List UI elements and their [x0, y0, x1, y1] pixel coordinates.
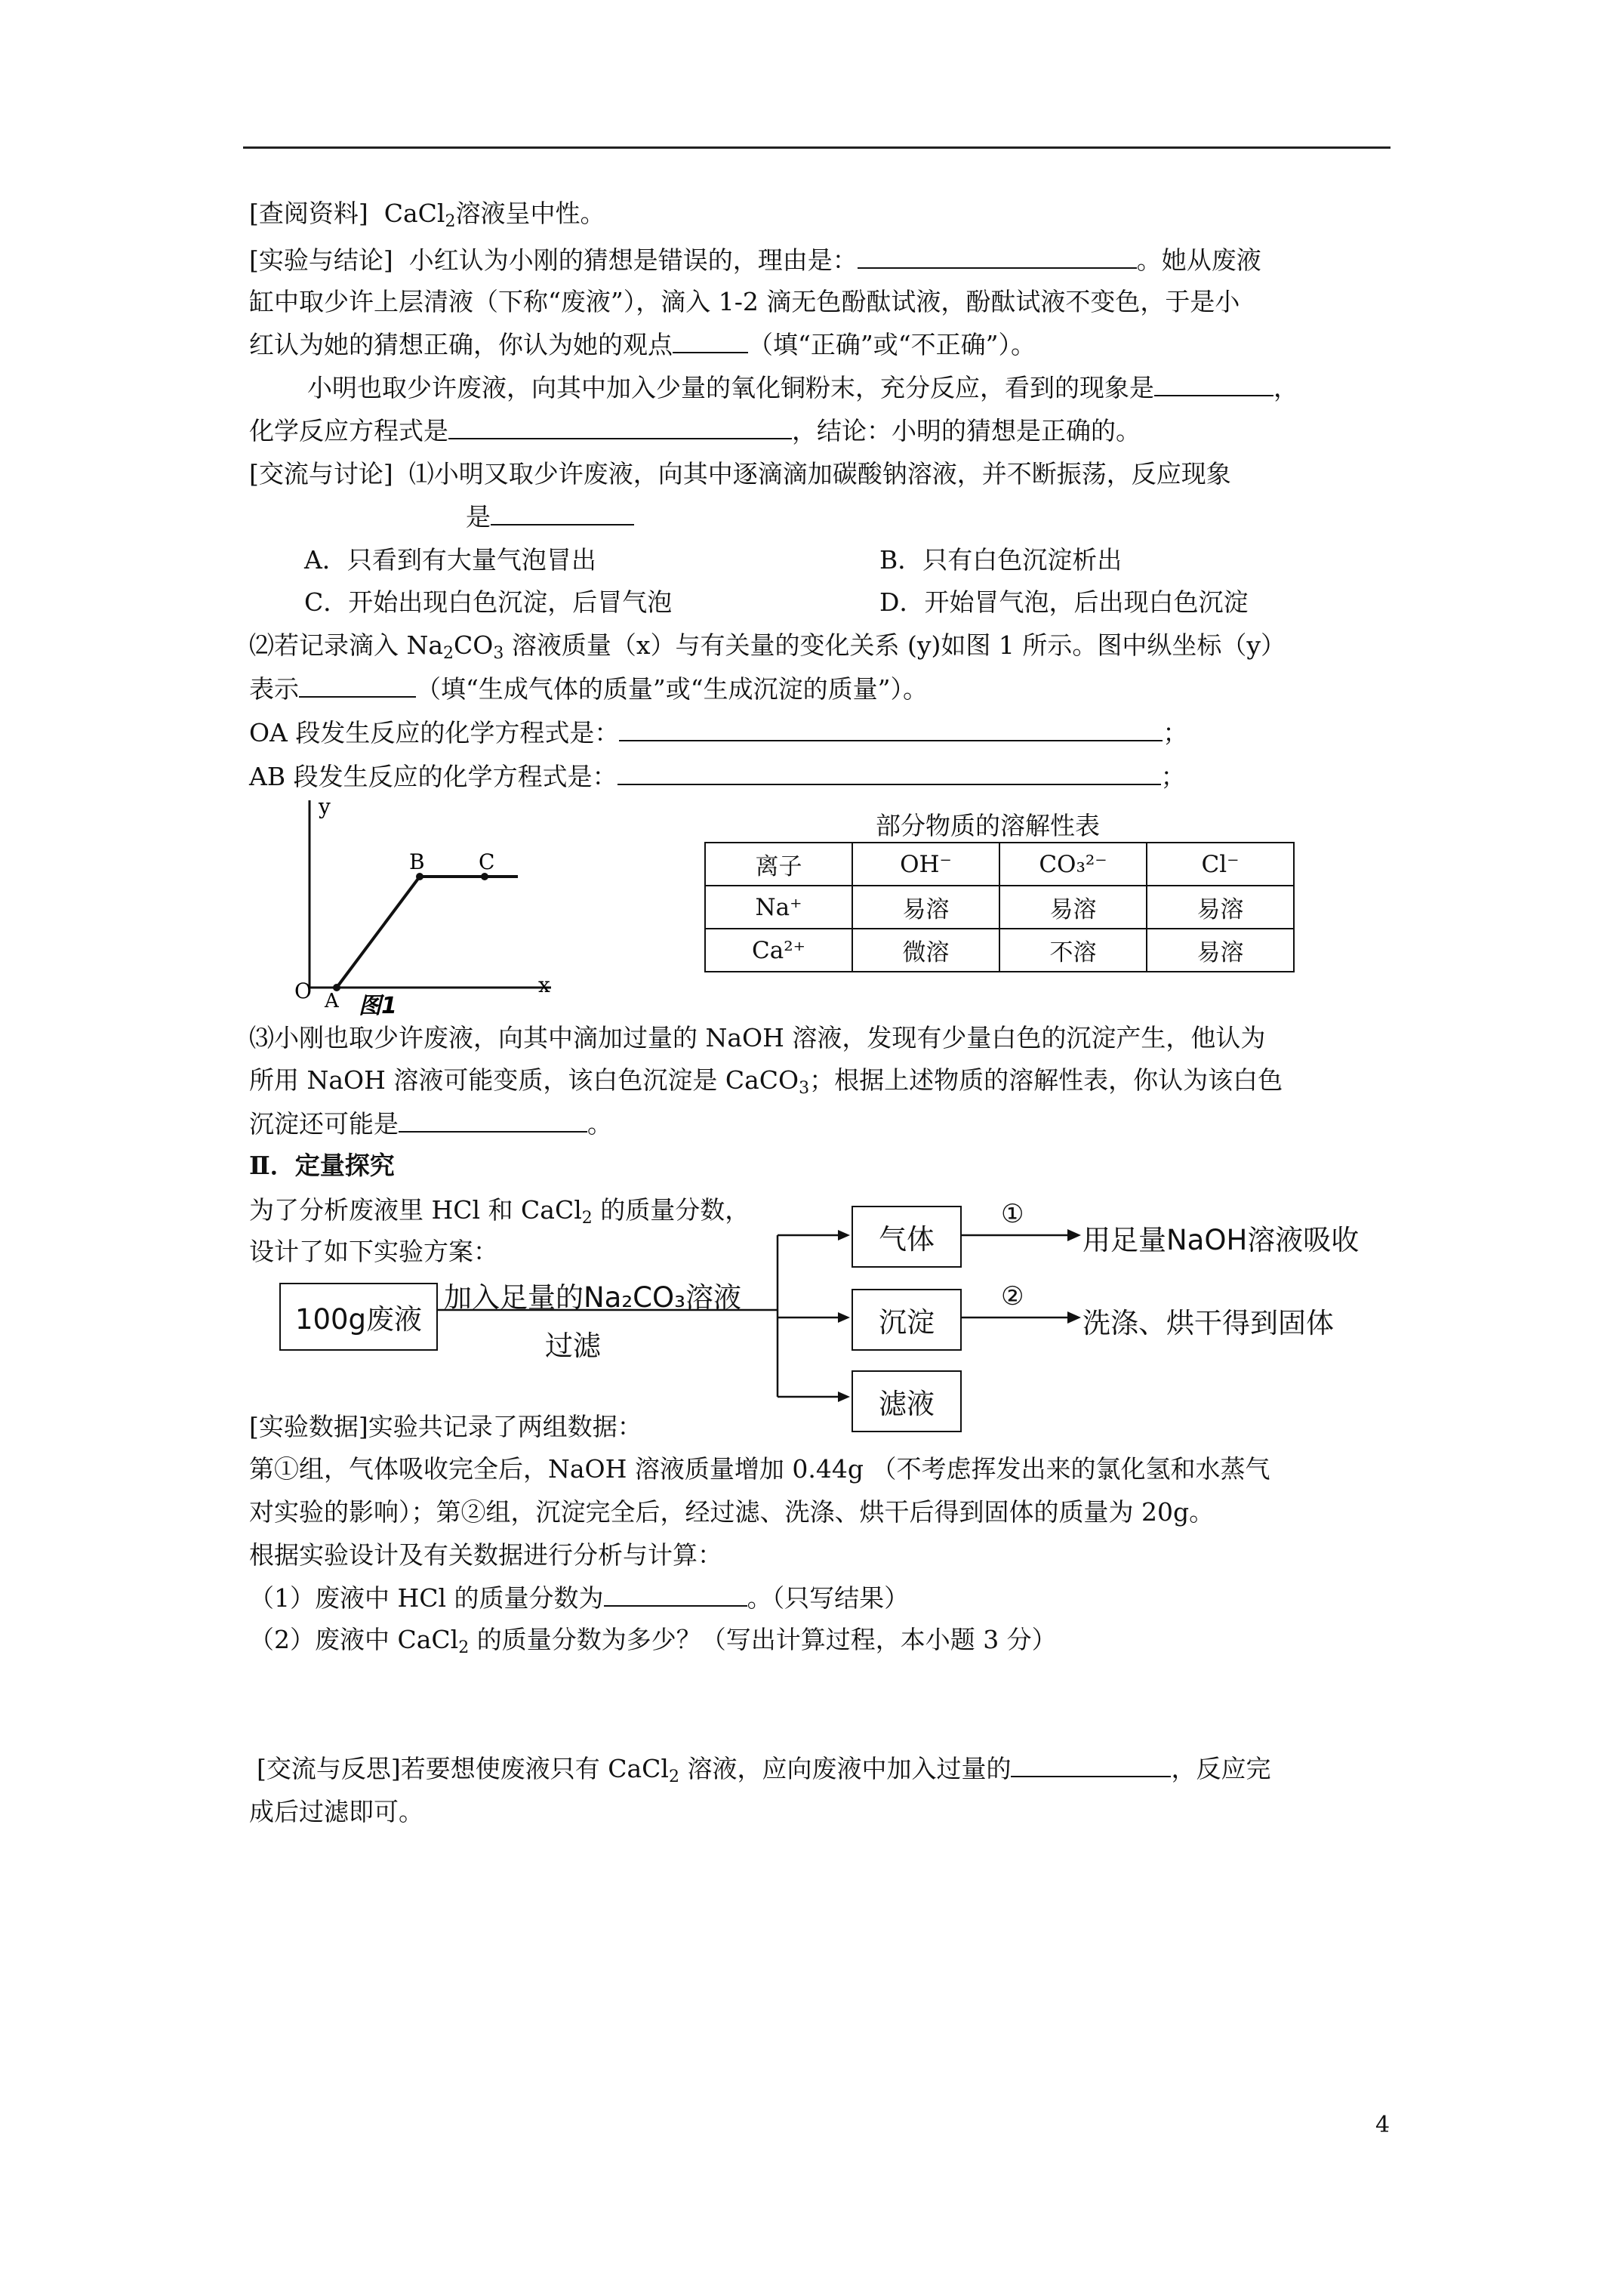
text-line: 缸中取少许上层清液（下称“废液”），滴入 1-2 滴无色酚酞试液，酚酞试液不变色，于是小 [249, 287, 1240, 316]
table-cell: Cl⁻ [1147, 843, 1294, 886]
table-row [705, 929, 1294, 972]
table-cell: 不溶 [999, 929, 1147, 972]
flow-box-precipitate: 沉淀 [852, 1289, 962, 1351]
y-axis-label: y [319, 794, 331, 819]
option-b: B．只有白色沉淀析出 [879, 545, 1123, 575]
option-d: D．开始冒气泡，后出现白色沉淀 [879, 587, 1249, 617]
text-line: 所用 NaOH 溶液可能变质，该白色沉淀是 CaCO$_3$；根据上述物质的溶解性表，你认为该白色 [249, 1065, 1283, 1098]
table-cell: Na⁺ [705, 886, 852, 929]
answer-blank[interactable] [299, 673, 416, 698]
arrow-head [1067, 1229, 1081, 1241]
text-line: AB 段发生反应的化学方程式是： ； [249, 762, 1186, 791]
table-cell: 易溶 [852, 886, 999, 929]
option-a: A．只看到有大量气泡冒出 [304, 545, 596, 575]
text-line: （1）废液中 HCl 的质量分数为 。（只写结果） [249, 1583, 910, 1613]
answer-blank[interactable] [1154, 372, 1273, 396]
arrow-head [838, 1391, 850, 1402]
answer-blank[interactable] [604, 1583, 747, 1607]
text-line: 表示 （填“生成气体的质量”或“生成沉淀的质量”）。 [249, 674, 928, 704]
table-cell: 易溶 [1147, 929, 1294, 972]
point-c-label: C [479, 849, 495, 874]
option-c: C．开始出现白色沉淀，后冒气泡 [304, 587, 673, 617]
text-line: 对实验的影响）；第②组，沉淀完全后，经过滤、洗涤、烘干后得到固体的质量为 20g。 [249, 1497, 1215, 1527]
table-row [705, 886, 1294, 929]
text-line: 沉淀还可能是 。 [249, 1109, 612, 1139]
flow-mark-1: ① [1001, 1199, 1024, 1229]
answer-blank[interactable] [619, 717, 1163, 741]
text-line: [实验数据]实验共记录了两组数据： [249, 1412, 642, 1441]
solubility-table [704, 842, 1295, 972]
answer-blank[interactable] [617, 761, 1161, 785]
answer-blank[interactable] [1011, 1753, 1171, 1777]
table-title: 部分物质的溶解性表 [876, 811, 1100, 840]
text-line: ⑵若记录滴入 $Na_2CO_3$ 溶液质量（x）与有关量的变化关系 (y)如图 1 所示。图中纵坐标（y） [249, 630, 1286, 663]
table-cell: 易溶 [999, 886, 1147, 929]
table-cell: 离子 [705, 843, 852, 886]
point-b-label: B [409, 849, 425, 874]
flow-step-text: 加入足量的Na₂CO₃溶液 [444, 1281, 741, 1314]
arrow-head [838, 1230, 850, 1240]
answer-blank[interactable] [858, 245, 1137, 269]
origin-label: O [294, 978, 312, 1003]
arrow-head [838, 1312, 850, 1323]
figure-caption: 图1 [359, 993, 397, 1019]
curve-oabc [337, 877, 518, 988]
text-line: OA 段发生反应的化学方程式是： ； [249, 718, 1188, 747]
text-line: 化学反应方程式是 ，结论：小明的猜想是正确的。 [249, 416, 1141, 445]
text-line: 小明也取少许废液，向其中加入少量的氧化铜粉末，充分反应，看到的现象是 ， [307, 373, 1298, 402]
table-cell: Ca²⁺ [705, 929, 852, 972]
flow-mark-2: ② [1001, 1281, 1024, 1311]
text-line: [实验与结论] 小红认为小刚的猜想是错误的，理由是： 。她从废液 [249, 245, 1261, 275]
table-cell: CO₃²⁻ [999, 843, 1147, 886]
flow-box-start: 100g废液 [279, 1283, 438, 1351]
text-line: （2）废液中 CaCl$_2$ 的质量分数为多少？（写出计算过程，本小题 3 分） [249, 1625, 1057, 1657]
flow-step-text: 过滤 [545, 1330, 601, 1362]
answer-blank[interactable] [491, 501, 634, 525]
text-line: 为了分析废液里 HCl 和 CaCl$_2$ 的质量分数， [249, 1195, 750, 1228]
answer-blank[interactable] [673, 329, 748, 353]
table-cell: OH⁻ [852, 843, 999, 886]
answer-blank[interactable] [448, 415, 792, 439]
point-a-label: A [325, 990, 339, 1012]
flow-ppt-action: 洗涤、烘干得到固体 [1083, 1307, 1334, 1339]
text-line: 成后过滤即可。 [249, 1797, 423, 1826]
answer-blank[interactable] [399, 1108, 587, 1133]
flow-gas-action: 用足量NaOH溶液吸收 [1083, 1224, 1360, 1256]
text-line: 红认为她的猜想正确，你认为她的观点 （填“正确”或“不正确”）。 [249, 330, 1036, 359]
text-line: 是 [466, 501, 634, 532]
header-rule [243, 146, 1390, 149]
table-header-row [705, 843, 1294, 886]
table-cell: 易溶 [1147, 886, 1294, 929]
table-cell: 微溶 [852, 929, 999, 972]
text-line: ⑶小刚也取少许废液，向其中滴加过量的 NaOH 溶液，发现有少量白色的沉淀产生，他认为 [249, 1023, 1266, 1052]
figure-1-graph [249, 794, 581, 1025]
text-line: 设计了如下实验方案： [249, 1237, 498, 1266]
text-line: [交流与反思]若要想使废液只有 CaCl$_2$ 溶液，应向废液中加入过量的 ，反应完 [257, 1754, 1271, 1786]
section-heading: Ⅱ．定量探究 [249, 1151, 395, 1180]
arrow-head [1067, 1311, 1081, 1324]
flow-box-filtrate: 滤液 [852, 1370, 962, 1432]
text-line: 根据实验设计及有关数据进行分析与计算： [249, 1540, 722, 1570]
text-line: [查阅资料] CaCl$_2$溶液呈中性。 [249, 199, 605, 231]
x-axis-label: x [538, 972, 550, 997]
text-line: 第①组，气体吸收完全后，NaOH 溶液质量增加 0.44g （不考虑挥发出来的氯化氢和水蒸气 [249, 1454, 1270, 1484]
page-number: 4 [1375, 2112, 1390, 2138]
text-line: [交流与讨论] ⑴小明又取少许废液，向其中逐滴滴加碳酸钠溶液，并不断振荡，反应现象 [249, 459, 1231, 488]
flow-box-gas: 气体 [852, 1206, 962, 1268]
